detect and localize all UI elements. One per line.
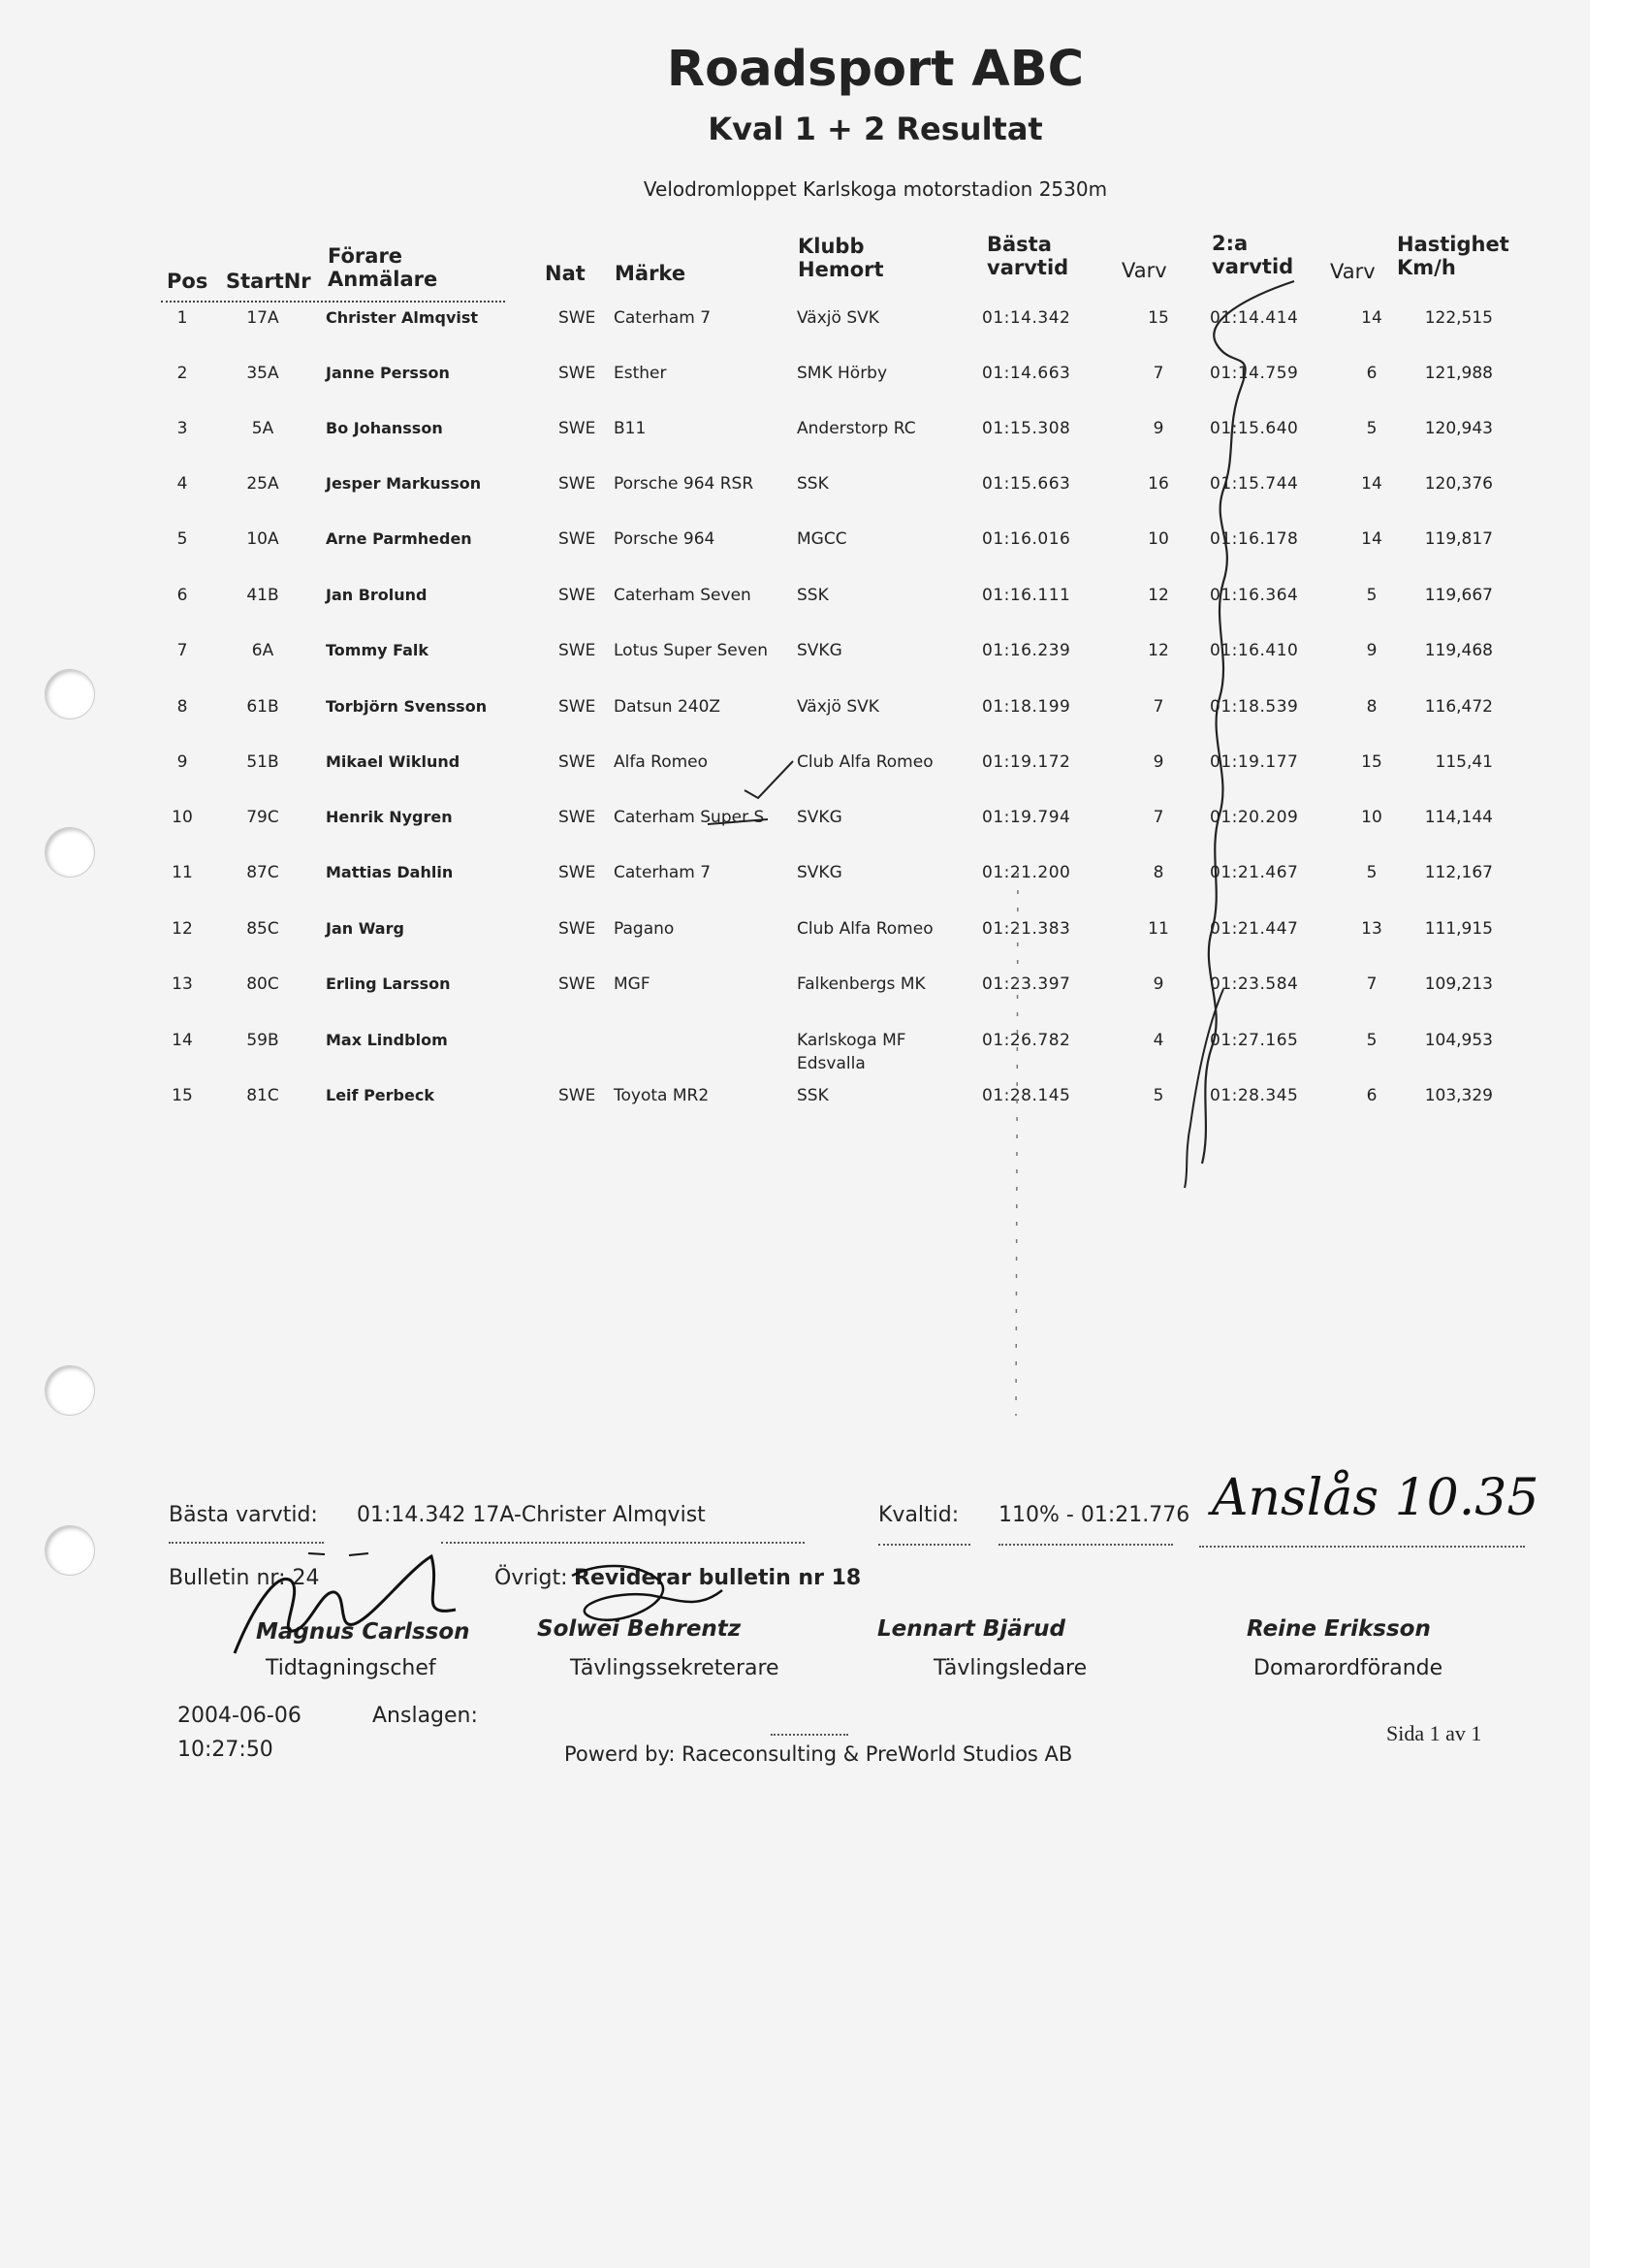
col-club-top: Klubb: [798, 235, 865, 258]
result-make: Porsche 964 RSR: [614, 474, 754, 494]
result-speed: 120,943: [1424, 419, 1493, 438]
result-pos: 5: [176, 529, 188, 549]
result-club: SSK: [797, 1086, 829, 1105]
col-best-top: Bästa: [987, 233, 1052, 256]
result-driver: Jesper Markusson: [326, 474, 482, 493]
result-startnr: 61B: [246, 697, 279, 717]
result-best-lap: 01:19.794: [982, 808, 1071, 827]
qual-time-label: Kvaltid:: [878, 1503, 960, 1527]
document-title: Roadsport ABC: [666, 41, 1085, 98]
result-make: Porsche 964: [614, 529, 715, 549]
signature-behrentz: [572, 1566, 722, 1620]
pen-checkmark: [745, 761, 793, 798]
result-make: MGF: [614, 974, 650, 994]
signatory-name: Lennart Bjärud: [877, 1616, 1065, 1642]
result-make: Datsun 240Z: [614, 697, 721, 717]
result-pos: 10: [172, 808, 193, 827]
result-best-lap: 01:14.342: [982, 308, 1071, 328]
result-driver: Jan Brolund: [326, 586, 428, 604]
signatory-name: Reine Eriksson: [1247, 1616, 1431, 1642]
col-club-bottom: Hemort: [798, 258, 884, 281]
result-laps1: 10: [1148, 529, 1169, 549]
result-driver: Christer Almqvist: [326, 308, 479, 327]
best-lap-value: 01:14.342 17A-Christer Almqvist: [357, 1503, 706, 1527]
result-laps2: 7: [1366, 974, 1378, 994]
result-club: Karlskoga MF: [797, 1031, 906, 1050]
result-laps2: 14: [1361, 529, 1382, 549]
result-speed: 111,915: [1424, 919, 1493, 939]
signatory-role: Tävlingssekreterare: [570, 1656, 779, 1680]
result-laps1: 15: [1148, 308, 1169, 328]
result-speed: 119,667: [1424, 586, 1493, 605]
result-pos: 3: [176, 419, 188, 438]
result-laps2: 15: [1361, 752, 1382, 772]
result-laps1: 4: [1153, 1031, 1164, 1050]
result-second-lap: 01:28.345: [1210, 1086, 1299, 1105]
result-speed: 122,515: [1424, 308, 1493, 328]
result-make: Caterham 7: [614, 863, 712, 882]
result-pos: 13: [172, 974, 193, 994]
result-club: SSK: [797, 474, 829, 494]
result-startnr: 87C: [246, 863, 279, 882]
result-pos: 2: [176, 364, 188, 383]
result-speed: 104,953: [1424, 1031, 1493, 1050]
result-laps2: 5: [1366, 863, 1378, 882]
result-driver: Mikael Wiklund: [326, 752, 460, 771]
result-driver: Erling Larsson: [326, 974, 451, 993]
col-speed-top: Hastighet: [1397, 233, 1509, 256]
result-second-lap: 01:18.539: [1210, 697, 1299, 717]
result-laps2: 14: [1361, 308, 1382, 328]
result-driver: Henrik Nygren: [326, 808, 453, 826]
result-nat: SWE: [558, 364, 596, 383]
venue-line: Velodromloppet Karlskoga motorstadion 2530m: [643, 177, 1108, 201]
result-driver: Jan Warg: [326, 919, 404, 938]
signatory-name: Magnus Carlsson: [256, 1619, 470, 1645]
result-laps1: 7: [1153, 697, 1164, 717]
result-laps2: 5: [1366, 419, 1378, 438]
result-speed: 116,472: [1424, 697, 1493, 717]
result-best-lap: 01:19.172: [982, 752, 1071, 772]
result-speed: 120,376: [1424, 474, 1493, 494]
result-laps1: 7: [1153, 808, 1164, 827]
result-best-lap: 01:16.239: [982, 641, 1071, 660]
posted-label: Anslagen:: [372, 1704, 478, 1728]
result-startnr: 6A: [251, 641, 274, 660]
result-make: Lotus Super Seven: [614, 641, 769, 660]
result-startnr: 25A: [246, 474, 279, 494]
result-driver: Bo Johansson: [326, 419, 443, 437]
result-best-lap: 01:21.200: [982, 863, 1071, 882]
result-club: SVKG: [797, 641, 842, 660]
result-speed: 119,468: [1424, 641, 1493, 660]
result-laps1: 9: [1153, 419, 1164, 438]
result-make: Toyota MR2: [614, 1086, 710, 1105]
col-driver-top: Förare: [328, 244, 403, 268]
signatory-role: Tidtagningschef: [266, 1656, 436, 1680]
result-driver: Torbjörn Svensson: [326, 697, 488, 716]
result-best-lap: 01:21.383: [982, 919, 1071, 939]
result-nat: SWE: [558, 974, 596, 994]
result-nat: SWE: [558, 308, 596, 328]
result-laps2: 13: [1361, 919, 1382, 939]
result-speed: 121,988: [1424, 364, 1493, 383]
result-make: Caterham Super S: [614, 808, 765, 827]
result-club: SVKG: [797, 808, 842, 827]
result-nat: SWE: [558, 586, 596, 605]
result-make: Pagano: [614, 919, 675, 939]
result-nat: SWE: [558, 863, 596, 882]
best-lap-label: Bästa varvtid:: [169, 1503, 318, 1527]
result-pos: 15: [172, 1086, 193, 1105]
result-laps1: 12: [1148, 641, 1169, 660]
result-startnr: 5A: [251, 419, 274, 438]
result-club: Anderstorp RC: [797, 419, 916, 438]
result-second-lap: 01:15.640: [1210, 419, 1299, 438]
result-best-lap: 01:14.663: [982, 364, 1071, 383]
result-best-lap: 01:15.663: [982, 474, 1071, 494]
col-nat: Nat: [545, 262, 586, 285]
result-laps2: 5: [1366, 1031, 1378, 1050]
result-nat: SWE: [558, 529, 596, 549]
result-club: SSK: [797, 586, 829, 605]
result-best-lap: 01:23.397: [982, 974, 1071, 994]
result-driver: Janne Persson: [326, 364, 450, 382]
result-pos: 14: [172, 1031, 193, 1050]
result-laps2: 6: [1366, 1086, 1378, 1105]
result-startnr: 81C: [246, 1086, 279, 1105]
signatory-name: Solwei Behrentz: [537, 1616, 742, 1642]
col-second-top: 2:a: [1212, 232, 1249, 255]
result-second-lap: 01:21.467: [1210, 863, 1299, 882]
powered-by: Powerd by: Raceconsulting & PreWorld Studios AB: [564, 1742, 1073, 1766]
result-startnr: 41B: [246, 586, 279, 605]
result-laps1: 5: [1153, 1086, 1164, 1105]
result-pos: 6: [176, 586, 188, 605]
result-laps2: 8: [1366, 697, 1378, 717]
signatory-role: Domarordförande: [1253, 1656, 1443, 1680]
bulletin-number: Bulletin nr: 24: [169, 1566, 320, 1590]
result-nat: SWE: [558, 808, 596, 827]
result-speed: 112,167: [1424, 863, 1493, 882]
result-best-lap: 01:28.145: [982, 1086, 1071, 1105]
result-second-lap: 01:20.209: [1210, 808, 1299, 827]
result-laps2: 9: [1366, 641, 1378, 660]
result-startnr: 79C: [246, 808, 279, 827]
result-laps2: 14: [1361, 474, 1382, 494]
col-speed-bottom: Km/h: [1397, 256, 1456, 279]
result-pos: 4: [176, 474, 188, 494]
result-pos: 9: [176, 752, 188, 772]
col-startnr: StartNr: [226, 270, 311, 293]
other-label: Övrigt:: [494, 1566, 568, 1590]
result-speed: 115,41: [1435, 752, 1493, 772]
result-nat: SWE: [558, 697, 596, 717]
result-speed: 103,329: [1424, 1086, 1493, 1105]
signature-carlsson: [235, 1556, 456, 1653]
result-nat: SWE: [558, 419, 596, 438]
result-laps1: 16: [1148, 474, 1169, 494]
result-best-lap: 01:16.016: [982, 529, 1071, 549]
result-startnr: 17A: [246, 308, 279, 328]
result-second-lap: 01:21.447: [1210, 919, 1299, 939]
result-club: Club Alfa Romeo: [797, 752, 934, 772]
col-second-bottom: varvtid: [1212, 255, 1294, 278]
result-club: Club Alfa Romeo: [797, 919, 934, 939]
result-startnr: 51B: [246, 752, 279, 772]
col-driver-bottom: Anmälare: [328, 268, 438, 291]
result-laps2: 10: [1361, 808, 1382, 827]
result-second-lap: 01:14.759: [1210, 364, 1299, 383]
result-best-lap: 01:26.782: [982, 1031, 1071, 1050]
result-driver: Mattias Dahlin: [326, 863, 454, 881]
result-second-lap: 01:16.364: [1210, 586, 1299, 605]
result-club: Växjö SVK: [797, 697, 879, 717]
result-laps2: 6: [1366, 364, 1378, 383]
result-driver: Max Lindblom: [326, 1031, 448, 1049]
result-laps2: 5: [1366, 586, 1378, 605]
result-driver: Leif Perbeck: [326, 1086, 434, 1104]
margin-dotted-line: [1016, 873, 1018, 1416]
result-make: B11: [614, 419, 647, 438]
print-time: 10:27:50: [177, 1738, 273, 1762]
result-club-city: Edsvalla: [797, 1054, 866, 1073]
signature-carlsson: [308, 1553, 368, 1555]
result-startnr: 80C: [246, 974, 279, 994]
result-make: Alfa Romeo: [614, 752, 709, 772]
result-club: SVKG: [797, 863, 842, 882]
result-nat: SWE: [558, 641, 596, 660]
result-startnr: 59B: [246, 1031, 279, 1050]
result-make: Esther: [614, 364, 667, 383]
result-club: SMK Hörby: [797, 364, 888, 383]
result-nat: SWE: [558, 1086, 596, 1105]
result-laps1: 7: [1153, 364, 1164, 383]
result-nat: SWE: [558, 474, 596, 494]
result-speed: 109,213: [1424, 974, 1493, 994]
result-laps1: 8: [1153, 863, 1164, 882]
result-laps1: 9: [1153, 752, 1164, 772]
result-club: MGCC: [797, 529, 847, 549]
result-startnr: 85C: [246, 919, 279, 939]
col-laps1: Varv: [1122, 259, 1167, 282]
signatory-role: Tävlingsledare: [934, 1656, 1088, 1680]
result-second-lap: 01:15.744: [1210, 474, 1299, 494]
page-number: Sida 1 av 1: [1386, 1721, 1482, 1745]
result-pos: 12: [172, 919, 193, 939]
result-second-lap: 01:27.165: [1210, 1031, 1299, 1050]
result-best-lap: 01:15.308: [982, 419, 1071, 438]
result-pos: 1: [176, 308, 188, 328]
result-second-lap: 01:16.410: [1210, 641, 1299, 660]
result-pos: 8: [176, 697, 188, 717]
col-pos: Pos: [167, 270, 208, 293]
result-make: Caterham 7: [614, 308, 712, 328]
col-laps2: Varv: [1330, 260, 1376, 283]
result-driver: Tommy Falk: [326, 641, 429, 659]
document-subtitle: Kval 1 + 2 Resultat: [708, 111, 1043, 147]
result-nat: SWE: [558, 752, 596, 772]
result-second-lap: 01:19.177: [1210, 752, 1299, 772]
result-laps1: 9: [1153, 974, 1164, 994]
result-club: Falkenbergs MK: [797, 974, 926, 994]
result-startnr: 35A: [246, 364, 279, 383]
result-laps1: 11: [1148, 919, 1169, 939]
result-best-lap: 01:16.111: [982, 586, 1071, 605]
qual-time-value: 110% - 01:21.776: [998, 1503, 1190, 1527]
result-driver: Arne Parmheden: [326, 529, 472, 548]
result-laps1: 12: [1148, 586, 1169, 605]
col-best-bottom: varvtid: [987, 256, 1069, 279]
result-second-lap: 01:16.178: [1210, 529, 1299, 549]
pen-strikethrough: [708, 819, 768, 824]
result-second-lap: 01:14.414: [1210, 308, 1299, 328]
result-pos: 7: [176, 641, 188, 660]
print-date: 2004-06-06: [177, 1704, 301, 1728]
pen-stroke-squiggle: [1202, 281, 1294, 1164]
result-best-lap: 01:18.199: [982, 697, 1071, 717]
result-make: Caterham Seven: [614, 586, 751, 605]
result-second-lap: 01:23.584: [1210, 974, 1299, 994]
result-speed: 119,817: [1424, 529, 1493, 549]
result-speed: 114,144: [1424, 808, 1493, 827]
result-startnr: 10A: [246, 529, 279, 549]
handwritten-posted-time: Anslås 10.35: [1212, 1469, 1539, 1527]
result-club: Växjö SVK: [797, 308, 879, 328]
col-make: Märke: [615, 262, 686, 285]
other-value: Reviderar bulletin nr 18: [574, 1566, 862, 1590]
result-pos: 11: [172, 863, 193, 882]
result-nat: SWE: [558, 919, 596, 939]
